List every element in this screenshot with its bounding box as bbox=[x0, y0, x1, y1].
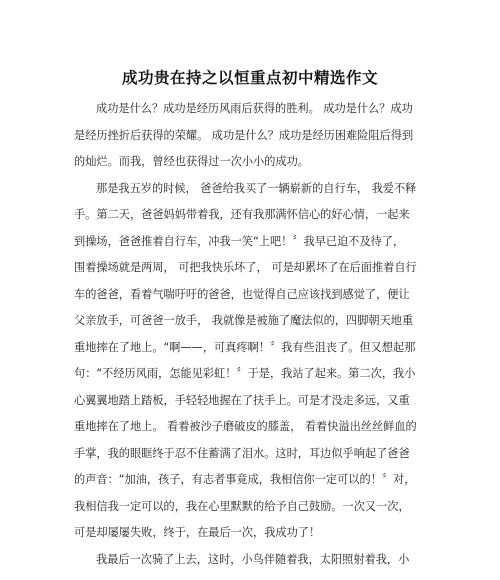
text-line: 的声音：“加油，孩子，有志者事竟成，我相信你一定可以的！〞对， bbox=[74, 473, 416, 486]
text-line: 手掌，我的眼眶终于忍不住蓄满了泪水。这时，耳边似乎响起了爸爸 bbox=[74, 446, 410, 460]
text-line: 重地摔在了地上。“啊——，可真疼啊！〞我有些沮丧了。但又想起那 bbox=[74, 340, 416, 354]
text-line: 手。第二天，爸爸妈妈带着我，还有我那满怀信心的好心情，一起来 bbox=[74, 208, 410, 221]
text-line: 心翼翼地踏上踏板，手轻轻地握在了扶手上。可是才没走多远，又重 bbox=[74, 393, 410, 407]
text-line: 车的爸爸，看着气喘吁吁的爸爸，也觉得自己应该找到感觉了，便让 bbox=[74, 287, 410, 301]
text-line: 那是我五岁的时候， 爸爸给我买了一辆崭新的自行车， 我爱不释 bbox=[96, 181, 417, 195]
text-line: 是经历挫折后获得的荣耀。 成功是什么？成功是经历困难险阻后得到 bbox=[74, 128, 414, 142]
text-line: 的灿烂。而我，曾经也获得过一次小小的成功。 bbox=[74, 155, 309, 168]
text-line: 父亲放手，可爸爸一放手， 我就像是被施了魔法似的，四脚朝天地重 bbox=[74, 314, 414, 327]
text-line: 句：“不经历风雨，怎能见彩虹！〞于是，我站了起来。第二次，我小 bbox=[74, 367, 416, 380]
text-line: 重地摔在了地上。 看着被沙子磨破皮的膝盖， 看着快溢出丝丝鲜血的 bbox=[74, 420, 417, 433]
text-line: 我相信我一定可以的，我在心里默默的给予自己鼓励。一次又一次， bbox=[74, 499, 410, 513]
text-line: 我最后一次骑了上去，这时，小鸟伴随着我，太阳照射着我，小 bbox=[96, 552, 410, 566]
text-line: 围着操场就是两周， 可把我快乐坏了， 可是却累坏了在后面推着自行 bbox=[74, 261, 417, 274]
text-line: 成功是什么？成功是经历风雨后获得的胜利。 成功是什么？成功 bbox=[96, 102, 413, 115]
document-body bbox=[74, 102, 417, 580]
text-line: 可是却屡屡失败，终于，在最后一次，我成功了！ bbox=[74, 526, 321, 539]
text-line: 到操场，爸爸推着自行车，冲我一笑“上吧！〞我早已迫不及待了， bbox=[74, 234, 405, 248]
document-title: 成功贵在持之以恒重点初中精选作文 bbox=[121, 69, 378, 87]
